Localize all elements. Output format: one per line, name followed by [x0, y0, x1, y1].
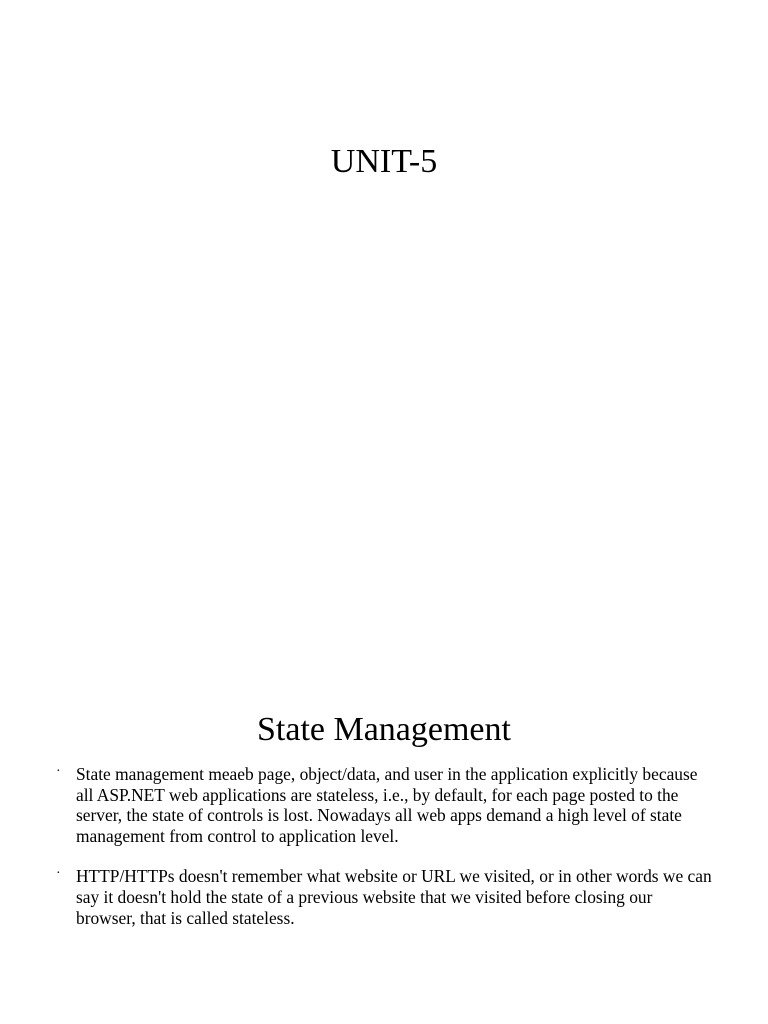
bullet-text: HTTP/HTTPs doesn't remember what website or URL we visited, or in other words we can say it doesn't hold the state of a previous website that we visited before closing our browser, that is called stateless. — [76, 866, 712, 928]
bullet-text: State management meaeb page, object/data, and user in the application explicitly because all ASP.NET web applications are stateless, i.e., by default, for each page posted to the server, the state of controls is lost. Nowadays all web apps demand a high level of state management from control to application level. — [76, 764, 698, 846]
unit-title: UNIT-5 — [330, 143, 438, 180]
bullet-dot-icon: · — [56, 764, 61, 779]
bullet-item — [56, 866, 716, 928]
bullet-dot-icon: · — [56, 866, 61, 882]
bullet-item — [56, 764, 716, 846]
section-title: State Management — [257, 711, 511, 748]
bullet-list — [56, 764, 716, 948]
